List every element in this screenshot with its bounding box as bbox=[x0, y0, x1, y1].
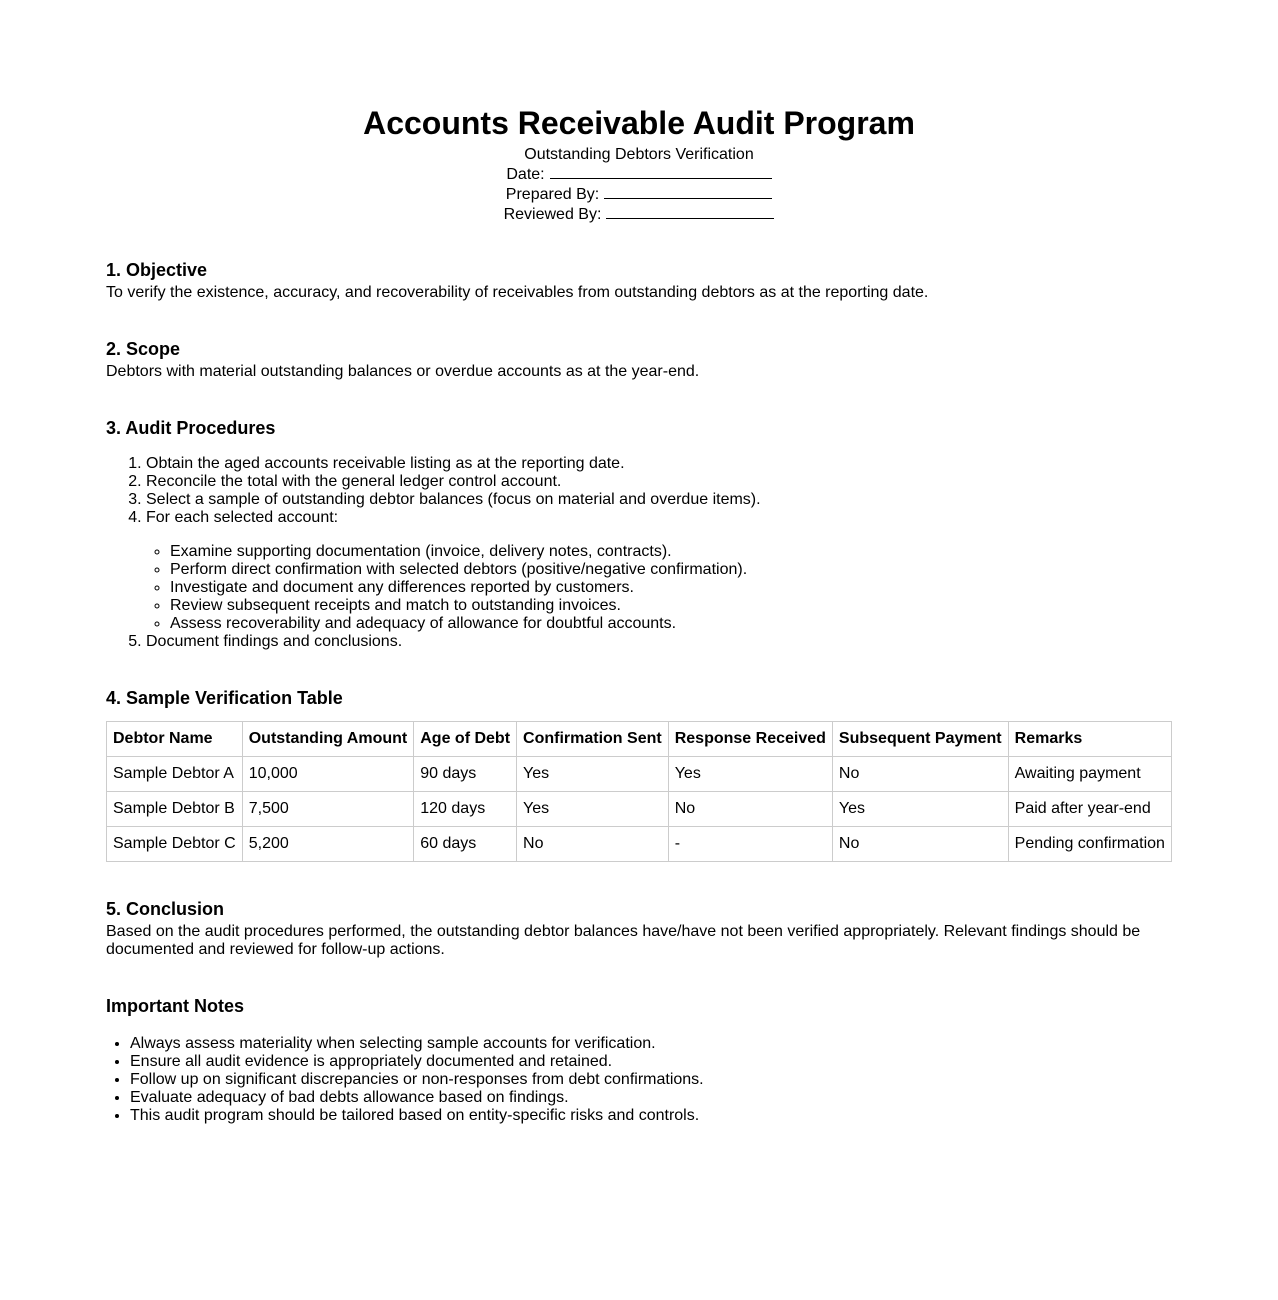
table-cell: - bbox=[668, 827, 832, 862]
table-cell: 60 days bbox=[414, 827, 517, 862]
procedure-step-text: Reconcile the total with the general ledger control account. bbox=[146, 473, 562, 490]
date-label: Date: bbox=[506, 166, 545, 183]
procedure-substep: ◦ Assess recoverability and adequacy of allowance for doubtful accounts. bbox=[170, 615, 1172, 633]
document-header-meta bbox=[106, 146, 1172, 224]
procedure-step bbox=[146, 633, 1172, 651]
prepared-by-label: Prepared By: bbox=[505, 186, 600, 203]
procedure-step bbox=[146, 455, 1172, 473]
note-item: • Always assess materiality when selecting sample accounts for verification. bbox=[130, 1035, 1172, 1053]
table-cell: 5,200 bbox=[242, 827, 414, 862]
procedure-step bbox=[146, 509, 1172, 633]
procedure-step-text: Obtain the aged accounts receivable listing as at the reporting date. bbox=[146, 455, 625, 472]
table-row bbox=[107, 792, 1172, 827]
notes-list bbox=[106, 1035, 1172, 1125]
document-title: Accounts Receivable Audit Program bbox=[363, 105, 915, 141]
procedure-substep: ◦ Examine supporting documentation (invoice, delivery notes, contracts). bbox=[170, 543, 1172, 561]
notes-heading: Important Notes bbox=[106, 996, 245, 1016]
objective-text: To verify the existence, accuracy, and recoverability of receivables from outstanding debtors as at the reporting date. bbox=[106, 284, 929, 301]
conclusion-text: Based on the audit procedures performed, the outstanding debtor balances have/have not been verified appropriately. Relevant findings should be documented and reviewed for follow-up actions. bbox=[106, 923, 1141, 958]
procedure-substep: ◦ Review subsequent receipts and match to outstanding invoices. bbox=[170, 597, 1172, 615]
date-line bbox=[106, 164, 1172, 184]
date-blank-field[interactable] bbox=[550, 164, 772, 179]
objective-section bbox=[106, 260, 1172, 302]
procedure-step-text: For each selected account: bbox=[146, 509, 339, 526]
table-cell: Yes bbox=[517, 792, 669, 827]
column-header-confirmation-sent: Confirmation Sent bbox=[517, 722, 669, 757]
notes-section bbox=[106, 996, 1172, 1125]
document-subtitle: Outstanding Debtors Verification bbox=[524, 146, 754, 163]
procedures-section bbox=[106, 418, 1172, 651]
table-cell: No bbox=[832, 827, 1008, 862]
table-cell: Sample Debtor C bbox=[107, 827, 243, 862]
procedure-step bbox=[146, 473, 1172, 491]
column-header-response-received: Response Received bbox=[668, 722, 832, 757]
procedure-step bbox=[146, 491, 1172, 509]
conclusion-heading: 5. Conclusion bbox=[106, 899, 225, 919]
table-cell: 120 days bbox=[414, 792, 517, 827]
procedures-heading: 3. Audit Procedures bbox=[106, 418, 276, 438]
note-item: • Evaluate adequacy of bad debts allowance based on findings. bbox=[130, 1089, 1172, 1107]
table-cell: Sample Debtor A bbox=[107, 757, 243, 792]
document-page bbox=[106, 0, 1172, 1125]
prepared-by-blank-field[interactable] bbox=[604, 184, 772, 199]
scope-text: Debtors with material outstanding balances or overdue accounts as at the year-end. bbox=[106, 363, 700, 380]
table-cell: 10,000 bbox=[242, 757, 414, 792]
table-cell: Yes bbox=[517, 757, 669, 792]
note-item: • This audit program should be tailored based on entity-specific risks and controls. bbox=[130, 1107, 1172, 1125]
table-cell: No bbox=[832, 757, 1008, 792]
sample-table-heading: 4. Sample Verification Table bbox=[106, 688, 343, 708]
column-header-age-of-debt: Age of Debt bbox=[414, 722, 517, 757]
sample-table-section bbox=[106, 688, 1172, 862]
table-cell: No bbox=[668, 792, 832, 827]
note-item: • Follow up on significant discrepancies or non-responses from debt confirmations. bbox=[130, 1071, 1172, 1089]
column-header-debtor-name: Debtor Name bbox=[107, 722, 243, 757]
reviewed-by-blank-field[interactable] bbox=[606, 204, 774, 219]
conclusion-section bbox=[106, 899, 1172, 959]
sample-verification-table bbox=[106, 721, 1172, 862]
procedures-list bbox=[106, 455, 1172, 651]
scope-section bbox=[106, 339, 1172, 381]
table-cell: Yes bbox=[668, 757, 832, 792]
reviewed-by-line bbox=[106, 204, 1172, 224]
table-cell: Pending confirmation bbox=[1008, 827, 1171, 862]
column-header-outstanding-amount: Outstanding Amount bbox=[242, 722, 414, 757]
column-header-remarks: Remarks bbox=[1008, 722, 1171, 757]
table-cell: Awaiting payment bbox=[1008, 757, 1171, 792]
table-cell: No bbox=[517, 827, 669, 862]
procedure-substeps-list bbox=[146, 543, 1172, 633]
column-header-subsequent-payment: Subsequent Payment bbox=[832, 722, 1008, 757]
table-cell: Sample Debtor B bbox=[107, 792, 243, 827]
table-cell: 7,500 bbox=[242, 792, 414, 827]
table-row bbox=[107, 757, 1172, 792]
scope-heading: 2. Scope bbox=[106, 339, 181, 359]
table-cell: Paid after year-end bbox=[1008, 792, 1171, 827]
objective-heading: 1. Objective bbox=[106, 260, 208, 280]
procedure-substep: ◦ Perform direct confirmation with selected debtors (positive/negative confirmation). bbox=[170, 561, 1172, 579]
table-header-row bbox=[107, 722, 1172, 757]
reviewed-by-label: Reviewed By: bbox=[503, 206, 602, 223]
procedure-step-text: Document findings and conclusions. bbox=[146, 633, 403, 650]
note-item: • Ensure all audit evidence is appropriately documented and retained. bbox=[130, 1053, 1172, 1071]
table-cell: Yes bbox=[832, 792, 1008, 827]
procedure-step-text: Select a sample of outstanding debtor balances (focus on material and overdue items). bbox=[146, 491, 761, 508]
table-cell: 90 days bbox=[414, 757, 517, 792]
table-row bbox=[107, 827, 1172, 862]
procedure-substep: ◦ Investigate and document any differences reported by customers. bbox=[170, 579, 1172, 597]
prepared-by-line bbox=[106, 184, 1172, 204]
